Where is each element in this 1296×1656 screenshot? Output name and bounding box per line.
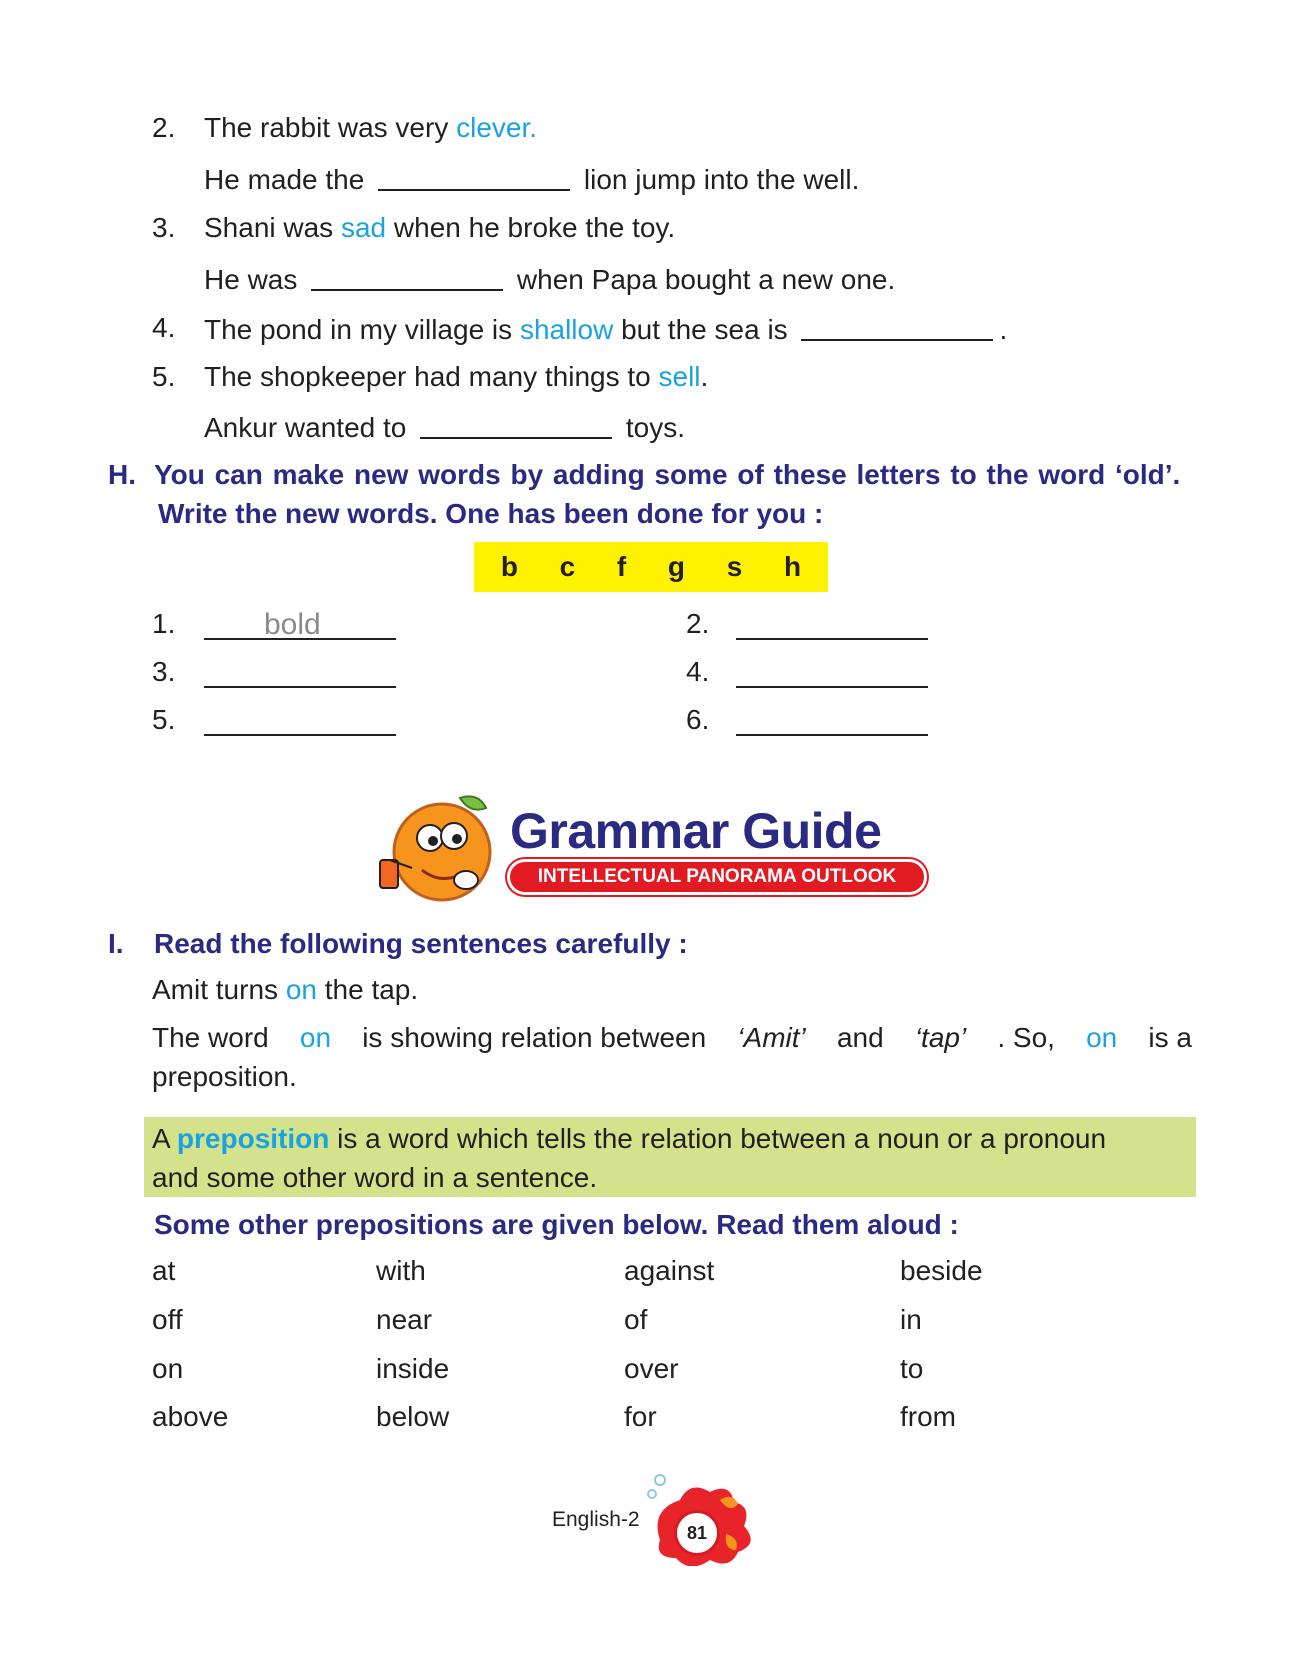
preposition-item: against: [624, 1255, 715, 1286]
fill-sentence: [204, 409, 685, 445]
sample-answer: bold: [264, 608, 321, 641]
explanation-line: [152, 1021, 1192, 1055]
text: .: [529, 112, 538, 143]
preposition-item: off: [152, 1304, 183, 1335]
preposition-item: inside: [376, 1353, 450, 1384]
preposition-item: beside: [900, 1255, 983, 1286]
answer-blank[interactable]: [311, 263, 503, 291]
section-label: H.: [108, 459, 136, 490]
answer-blank[interactable]: [801, 313, 993, 341]
text: is showing relation between: [362, 1022, 707, 1053]
letter: s: [726, 551, 743, 582]
highlight-word: shallow: [519, 314, 614, 345]
sentence: [204, 360, 708, 394]
text: The shopkeeper had many things to: [204, 361, 659, 392]
highlight-word: sad: [340, 212, 387, 243]
text: when Papa bought a new one.: [509, 264, 896, 295]
sentence: [204, 211, 675, 245]
page-number: 81: [674, 1510, 720, 1556]
preposition-item: near: [376, 1304, 433, 1335]
fill-sentence: [204, 161, 859, 197]
highlight-word: on: [285, 974, 317, 1005]
answer-number: 1.: [152, 608, 176, 639]
text: is a: [1148, 1022, 1192, 1053]
preposition-item: over: [624, 1353, 679, 1384]
instruction-line: You can make new words by adding some of these letters to the word ‘old’.: [154, 459, 1181, 490]
letter: b: [500, 551, 518, 582]
answer-number: 6.: [686, 704, 710, 735]
book-title: English-2: [552, 1508, 640, 1531]
preposition-item: at: [152, 1255, 176, 1286]
text: and some other word in a sentence.: [152, 1162, 598, 1193]
answer-blank[interactable]: [736, 608, 928, 640]
text: the tap.: [316, 974, 419, 1005]
grammar-guide-subtitle: INTELLECTUAL PANORAMA OUTLOOK: [510, 862, 924, 892]
preposition-item: with: [376, 1255, 426, 1286]
answer-blank[interactable]: [204, 704, 396, 736]
answer-blank[interactable]: [736, 704, 928, 736]
preposition-item: for: [624, 1401, 657, 1432]
item-number: 5.: [152, 361, 176, 392]
letter-bank: [474, 542, 828, 592]
answer-number: 5.: [152, 704, 176, 735]
answer-blank[interactable]: [736, 656, 928, 688]
highlight-word: clever: [456, 112, 530, 143]
preposition-item: from: [900, 1401, 956, 1432]
text: The word: [152, 1022, 269, 1053]
item-number: 3.: [152, 212, 176, 243]
preposition-item: below: [376, 1401, 450, 1432]
letter: g: [667, 551, 686, 582]
answer-number: 4.: [686, 656, 710, 687]
highlight-word: on: [299, 1022, 332, 1053]
letter: h: [783, 551, 802, 582]
letter: f: [616, 551, 627, 582]
grammar-guide-title: Grammar Guide: [510, 803, 882, 859]
sentence: [204, 311, 1007, 347]
text: when he broke the toy.: [386, 212, 676, 243]
text: Shani was: [204, 212, 341, 243]
preposition-item: of: [624, 1304, 648, 1335]
answer-blank[interactable]: [204, 656, 396, 688]
text: A: [152, 1123, 177, 1154]
italic-word: ‘tap’: [914, 1022, 967, 1053]
answer-blank[interactable]: [378, 163, 570, 191]
section-label: I.: [108, 928, 124, 959]
answer-blank[interactable]: [204, 608, 396, 640]
answer-number: 2.: [686, 608, 710, 639]
section-heading: Read the following sentences carefully :: [154, 928, 688, 959]
text: The rabbit was very: [204, 112, 457, 143]
text: The pond in my village is: [204, 314, 520, 345]
italic-word: ‘Amit’: [737, 1022, 806, 1053]
highlight-word: sell: [658, 361, 701, 392]
text: lion jump into the well.: [576, 164, 860, 195]
preposition-item: to: [900, 1353, 924, 1384]
list-heading: Some other prepositions are given below. Read them aloud :: [154, 1209, 959, 1240]
fill-sentence: [204, 261, 895, 297]
text: is a word which tells the relation between a noun or a pronoun: [329, 1123, 1107, 1154]
text: He was: [204, 264, 306, 295]
letter: c: [559, 551, 576, 582]
text: .: [700, 361, 709, 392]
text: He made the: [204, 164, 373, 195]
definition-text: [152, 1119, 1192, 1197]
text: . So,: [997, 1022, 1055, 1053]
item-number: 2.: [152, 112, 176, 143]
highlight-word: on: [1086, 1022, 1118, 1053]
answer-number: 3.: [152, 656, 176, 687]
preposition-item: above: [152, 1401, 229, 1432]
preposition-item: in: [900, 1304, 922, 1335]
key-term: preposition: [176, 1123, 330, 1154]
instruction-line: Write the new words. One has been done for you :: [158, 498, 824, 529]
text: and: [836, 1022, 884, 1053]
answer-blank[interactable]: [420, 411, 612, 439]
orange-mascot-icon: [372, 790, 502, 910]
explanation-line: preposition.: [152, 1061, 297, 1092]
text: toys.: [618, 412, 686, 443]
text: but the sea is: [613, 314, 796, 345]
preposition-item: on: [152, 1353, 184, 1384]
text: Ankur wanted to: [204, 412, 415, 443]
text: Amit turns: [152, 974, 286, 1005]
item-number: 4.: [152, 312, 176, 343]
sentence: [204, 111, 537, 145]
text: .: [999, 314, 1008, 345]
example-sentence: [152, 973, 418, 1007]
